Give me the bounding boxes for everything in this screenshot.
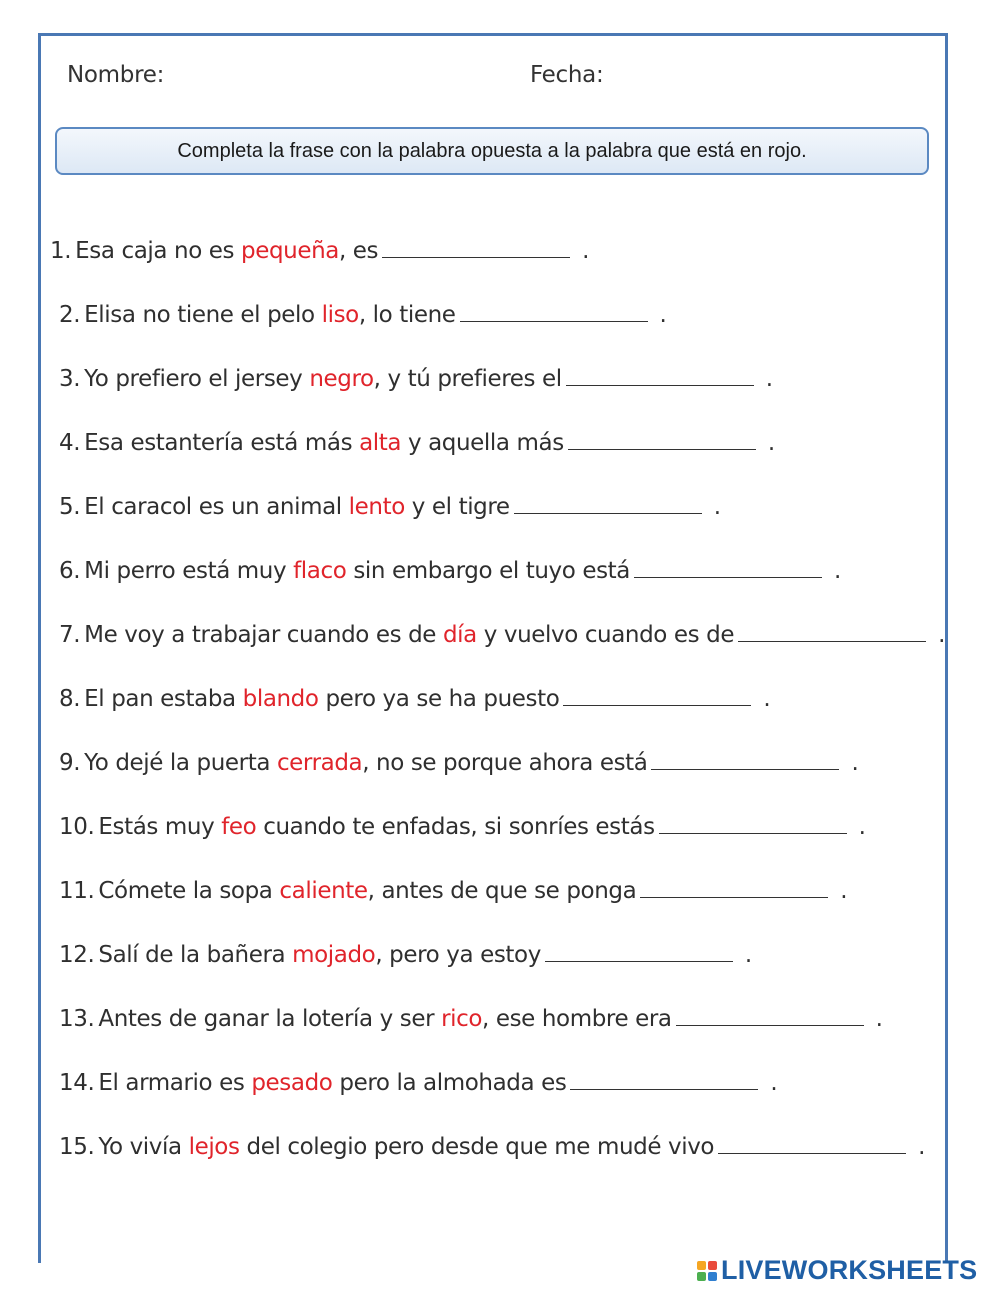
- sentence-red-word: rico: [441, 1006, 483, 1032]
- answer-blank[interactable]: [676, 1007, 864, 1026]
- sentence-end: .: [770, 1070, 778, 1096]
- sentence-text-before: Yo dejé la puerta: [84, 750, 277, 776]
- sentence-text-after: y el tigre: [404, 494, 510, 520]
- sentence-end: .: [767, 430, 775, 456]
- sentence-text-before: El armario es: [98, 1070, 252, 1096]
- sentence-text-before: Esa caja no es: [75, 238, 242, 264]
- sentence-text-after: sin embargo el tuyo está: [346, 558, 630, 584]
- sentence-red-word: lento: [348, 494, 405, 520]
- sentence-text-after: , lo tiene: [358, 302, 456, 328]
- sentence-text-after: , es: [338, 238, 379, 264]
- sentence-item: [59, 302, 666, 328]
- logo-square: [697, 1261, 706, 1270]
- sentence-number: 12.: [59, 942, 95, 968]
- answer-blank[interactable]: [514, 495, 702, 514]
- sentence-item: [59, 942, 752, 968]
- sentence-end: .: [858, 814, 866, 840]
- sentence-text-before: Esa estantería está más: [84, 430, 360, 456]
- answer-blank[interactable]: [659, 815, 847, 834]
- sentence-red-word: pesado: [251, 1070, 333, 1096]
- sentence-number: 10.: [59, 814, 95, 840]
- sentence-number: 2.: [59, 302, 81, 328]
- sentence-red-word: día: [442, 622, 477, 648]
- answer-blank[interactable]: [718, 1135, 906, 1154]
- sentence-red-word: blando: [242, 686, 319, 712]
- sentence-end: .: [938, 622, 946, 648]
- sentence-end: .: [875, 1006, 883, 1032]
- sentence-number: 7.: [59, 622, 81, 648]
- sentence-red-word: mojado: [292, 942, 376, 968]
- sentence-red-word: pequeña: [241, 238, 339, 264]
- sentence-red-word: feo: [221, 814, 257, 840]
- logo-square: [708, 1272, 717, 1281]
- sentence-red-word: cerrada: [276, 750, 363, 776]
- sentence-text-after: , antes de que se ponga: [367, 878, 637, 904]
- sentence-number: 9.: [59, 750, 81, 776]
- sentence-end: .: [744, 942, 752, 968]
- answer-blank[interactable]: [545, 943, 733, 962]
- sentence-number: 5.: [59, 494, 81, 520]
- sentence-item: [59, 878, 847, 904]
- sentence-item: [59, 686, 770, 712]
- sentence-text-after: y vuelvo cuando es de: [476, 622, 735, 648]
- sentence-item: [59, 622, 945, 648]
- sentence-text-before: Elisa no tiene el pelo: [84, 302, 322, 328]
- sentence-number: 11.: [59, 878, 95, 904]
- sentence-item: [59, 750, 858, 776]
- sentence-text-before: El pan estaba: [84, 686, 243, 712]
- sentence-end: .: [918, 1134, 926, 1160]
- liveworksheets-logo: [697, 1255, 977, 1286]
- sentence-end: .: [840, 878, 848, 904]
- answer-blank[interactable]: [640, 879, 828, 898]
- sentence-text-before: Yo vivía: [98, 1134, 189, 1160]
- sentence-number: 6.: [59, 558, 81, 584]
- sentence-end: .: [851, 750, 859, 776]
- sentence-number: 15.: [59, 1134, 95, 1160]
- sentence-text-after: del colegio pero desde que me mudé vivo: [239, 1134, 715, 1160]
- sentence-number: 13.: [59, 1006, 95, 1032]
- sentence-red-word: flaco: [293, 558, 347, 584]
- sentence-end: .: [659, 302, 667, 328]
- sentence-item: [59, 1134, 925, 1160]
- logo-icon: [697, 1261, 717, 1281]
- sentence-end: .: [763, 686, 771, 712]
- sentence-end: .: [582, 238, 590, 264]
- sentence-text-before: Cómete la sopa: [98, 878, 280, 904]
- sentence-red-word: negro: [309, 366, 374, 392]
- sentence-text-after: y aquella más: [401, 430, 564, 456]
- answer-blank[interactable]: [738, 623, 926, 642]
- sentence-end: .: [713, 494, 721, 520]
- sentence-number: 4.: [59, 430, 81, 456]
- sentence-text-before: Antes de ganar la lotería y ser: [98, 1006, 442, 1032]
- sentence-text-before: Yo prefiero el jersey: [84, 366, 310, 392]
- sentence-text-before: Estás muy: [98, 814, 222, 840]
- logo-square: [708, 1261, 717, 1270]
- sentence-text-before: Mi perro está muy: [84, 558, 294, 584]
- sentence-end: .: [765, 366, 773, 392]
- sentence-text-after: , ese hombre era: [482, 1006, 672, 1032]
- sentence-text-after: , pero ya estoy: [375, 942, 541, 968]
- sentence-text-after: pero la almohada es: [332, 1070, 567, 1096]
- answer-blank[interactable]: [634, 559, 822, 578]
- sentence-number: 14.: [59, 1070, 95, 1096]
- sentence-text-after: , no se porque ahora está: [362, 750, 648, 776]
- sentence-number: 3.: [59, 366, 81, 392]
- answer-blank[interactable]: [570, 1071, 758, 1090]
- sentence-red-word: lejos: [188, 1134, 240, 1160]
- answer-blank[interactable]: [563, 687, 751, 706]
- answer-blank[interactable]: [568, 431, 756, 450]
- fecha-label: Fecha:: [530, 62, 604, 88]
- sentence-number: 8.: [59, 686, 81, 712]
- sentence-item: [59, 1006, 883, 1032]
- answer-blank[interactable]: [651, 751, 839, 770]
- instructions-text: Completa la frase con la palabra opuesta a la palabra que está en rojo.: [177, 139, 807, 162]
- sentence-red-word: alta: [359, 430, 402, 456]
- answer-blank[interactable]: [566, 367, 754, 386]
- sentence-item: [59, 494, 721, 520]
- sentence-text-before: Me voy a trabajar cuando es de: [84, 622, 443, 648]
- sentence-number: 1.: [50, 238, 72, 264]
- sentence-text-after: cuando te enfadas, si sonríes estás: [256, 814, 655, 840]
- sentence-item: [59, 558, 841, 584]
- sentence-item: [59, 814, 866, 840]
- logo-text: LIVEWORKSHEETS: [721, 1255, 978, 1285]
- sentence-red-word: caliente: [279, 878, 368, 904]
- sentence-item: [59, 366, 773, 392]
- logo-square: [697, 1272, 706, 1281]
- sentence-item: [59, 430, 775, 456]
- answer-blank[interactable]: [460, 303, 648, 322]
- sentence-text-after: pero ya se ha puesto: [318, 686, 560, 712]
- answer-blank[interactable]: [382, 239, 570, 258]
- sentence-item: [50, 238, 589, 264]
- nombre-label: Nombre:: [67, 62, 165, 88]
- instructions-box: [55, 127, 929, 175]
- sentence-item: [59, 1070, 777, 1096]
- sentence-end: .: [833, 558, 841, 584]
- sentence-text-after: , y tú prefieres el: [373, 366, 562, 392]
- sentence-text-before: Salí de la bañera: [98, 942, 293, 968]
- sentence-red-word: liso: [321, 302, 359, 328]
- sentence-text-before: El caracol es un animal: [84, 494, 349, 520]
